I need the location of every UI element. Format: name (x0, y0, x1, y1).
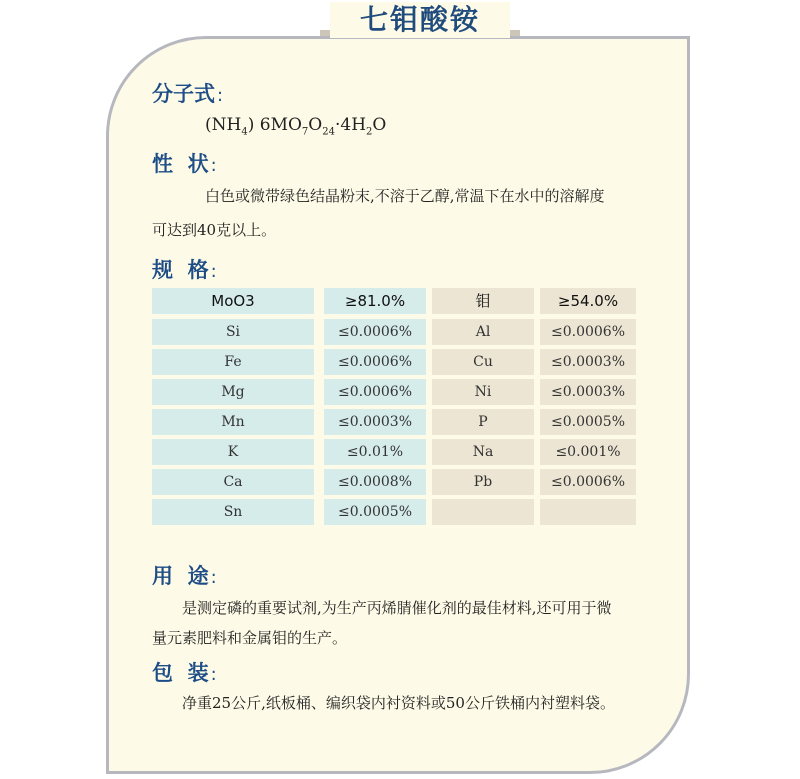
properties-line-1: 白色或微带绿色结晶粉末,不溶于乙醇,常温下在水中的溶解度 (205, 187, 605, 205)
table-cell: ≤0.0003% (540, 379, 636, 405)
table-cell: ≤0.0006% (540, 319, 636, 345)
table-cell: Pb (432, 469, 534, 495)
page-title: 七钼酸铵 (359, 3, 480, 36)
table-cell: Fe (152, 349, 314, 375)
table-cell: ≤0.0005% (540, 409, 636, 435)
heading-formula: 分子式 : (152, 82, 224, 106)
table-header-cell: 钼 (432, 288, 534, 314)
table-cell: ≤0.0006% (540, 469, 636, 495)
table-cell: Ni (432, 379, 534, 405)
table-cell: Ca (152, 469, 314, 495)
heading-properties: 性 状 : (152, 152, 217, 176)
table-cell: P (432, 409, 534, 435)
uses-line-1: 是测定磷的重要试剂,为生产丙烯腈催化剂的最佳材料,还可用于微 (182, 599, 612, 617)
table-cell: K (152, 439, 314, 465)
table-header-cell: MoO3 (152, 288, 314, 314)
chemical-formula: $(NH_4)$ $6MO_7O_{24}\cdot 4H_2O$ (205, 115, 387, 138)
table-cell: ≤0.001% (540, 439, 636, 465)
table-cell: Na (432, 439, 534, 465)
table-cell: Si (152, 319, 314, 345)
table-cell: ≤0.0003% (324, 409, 426, 435)
table-cell: Mg (152, 379, 314, 405)
table-cell: ≤0.0003% (540, 349, 636, 375)
table-cell: Sn (152, 499, 314, 525)
table-cell: ≤0.0008% (324, 469, 426, 495)
packaging-line-1: 净重25公斤,纸板桶、编织袋内衬资料或50公斤铁桶内衬塑料袋。 (182, 694, 615, 712)
heading-uses: 用 途 : (152, 564, 217, 588)
properties-line-2: 可达到40克以上。 (152, 221, 277, 239)
table-cell: ≤0.0006% (324, 319, 426, 345)
table-cell: Cu (432, 349, 534, 375)
table-cell (432, 499, 534, 525)
table-header-cell: ≥54.0% (540, 288, 636, 314)
table-cell: ≤0.0005% (324, 499, 426, 525)
table-header-cell: ≥81.0% (324, 288, 426, 314)
table-cell: ≤0.01% (324, 439, 426, 465)
heading-packaging: 包 装 : (152, 661, 217, 685)
table-cell: Al (432, 319, 534, 345)
table-cell: ≤0.0006% (324, 349, 426, 375)
heading-spec: 规 格 : (152, 258, 217, 282)
uses-line-2: 量元素肥料和金属钼的生产。 (152, 629, 348, 647)
table-cell: ≤0.0006% (324, 379, 426, 405)
table-cell (540, 499, 636, 525)
table-cell: Mn (152, 409, 314, 435)
